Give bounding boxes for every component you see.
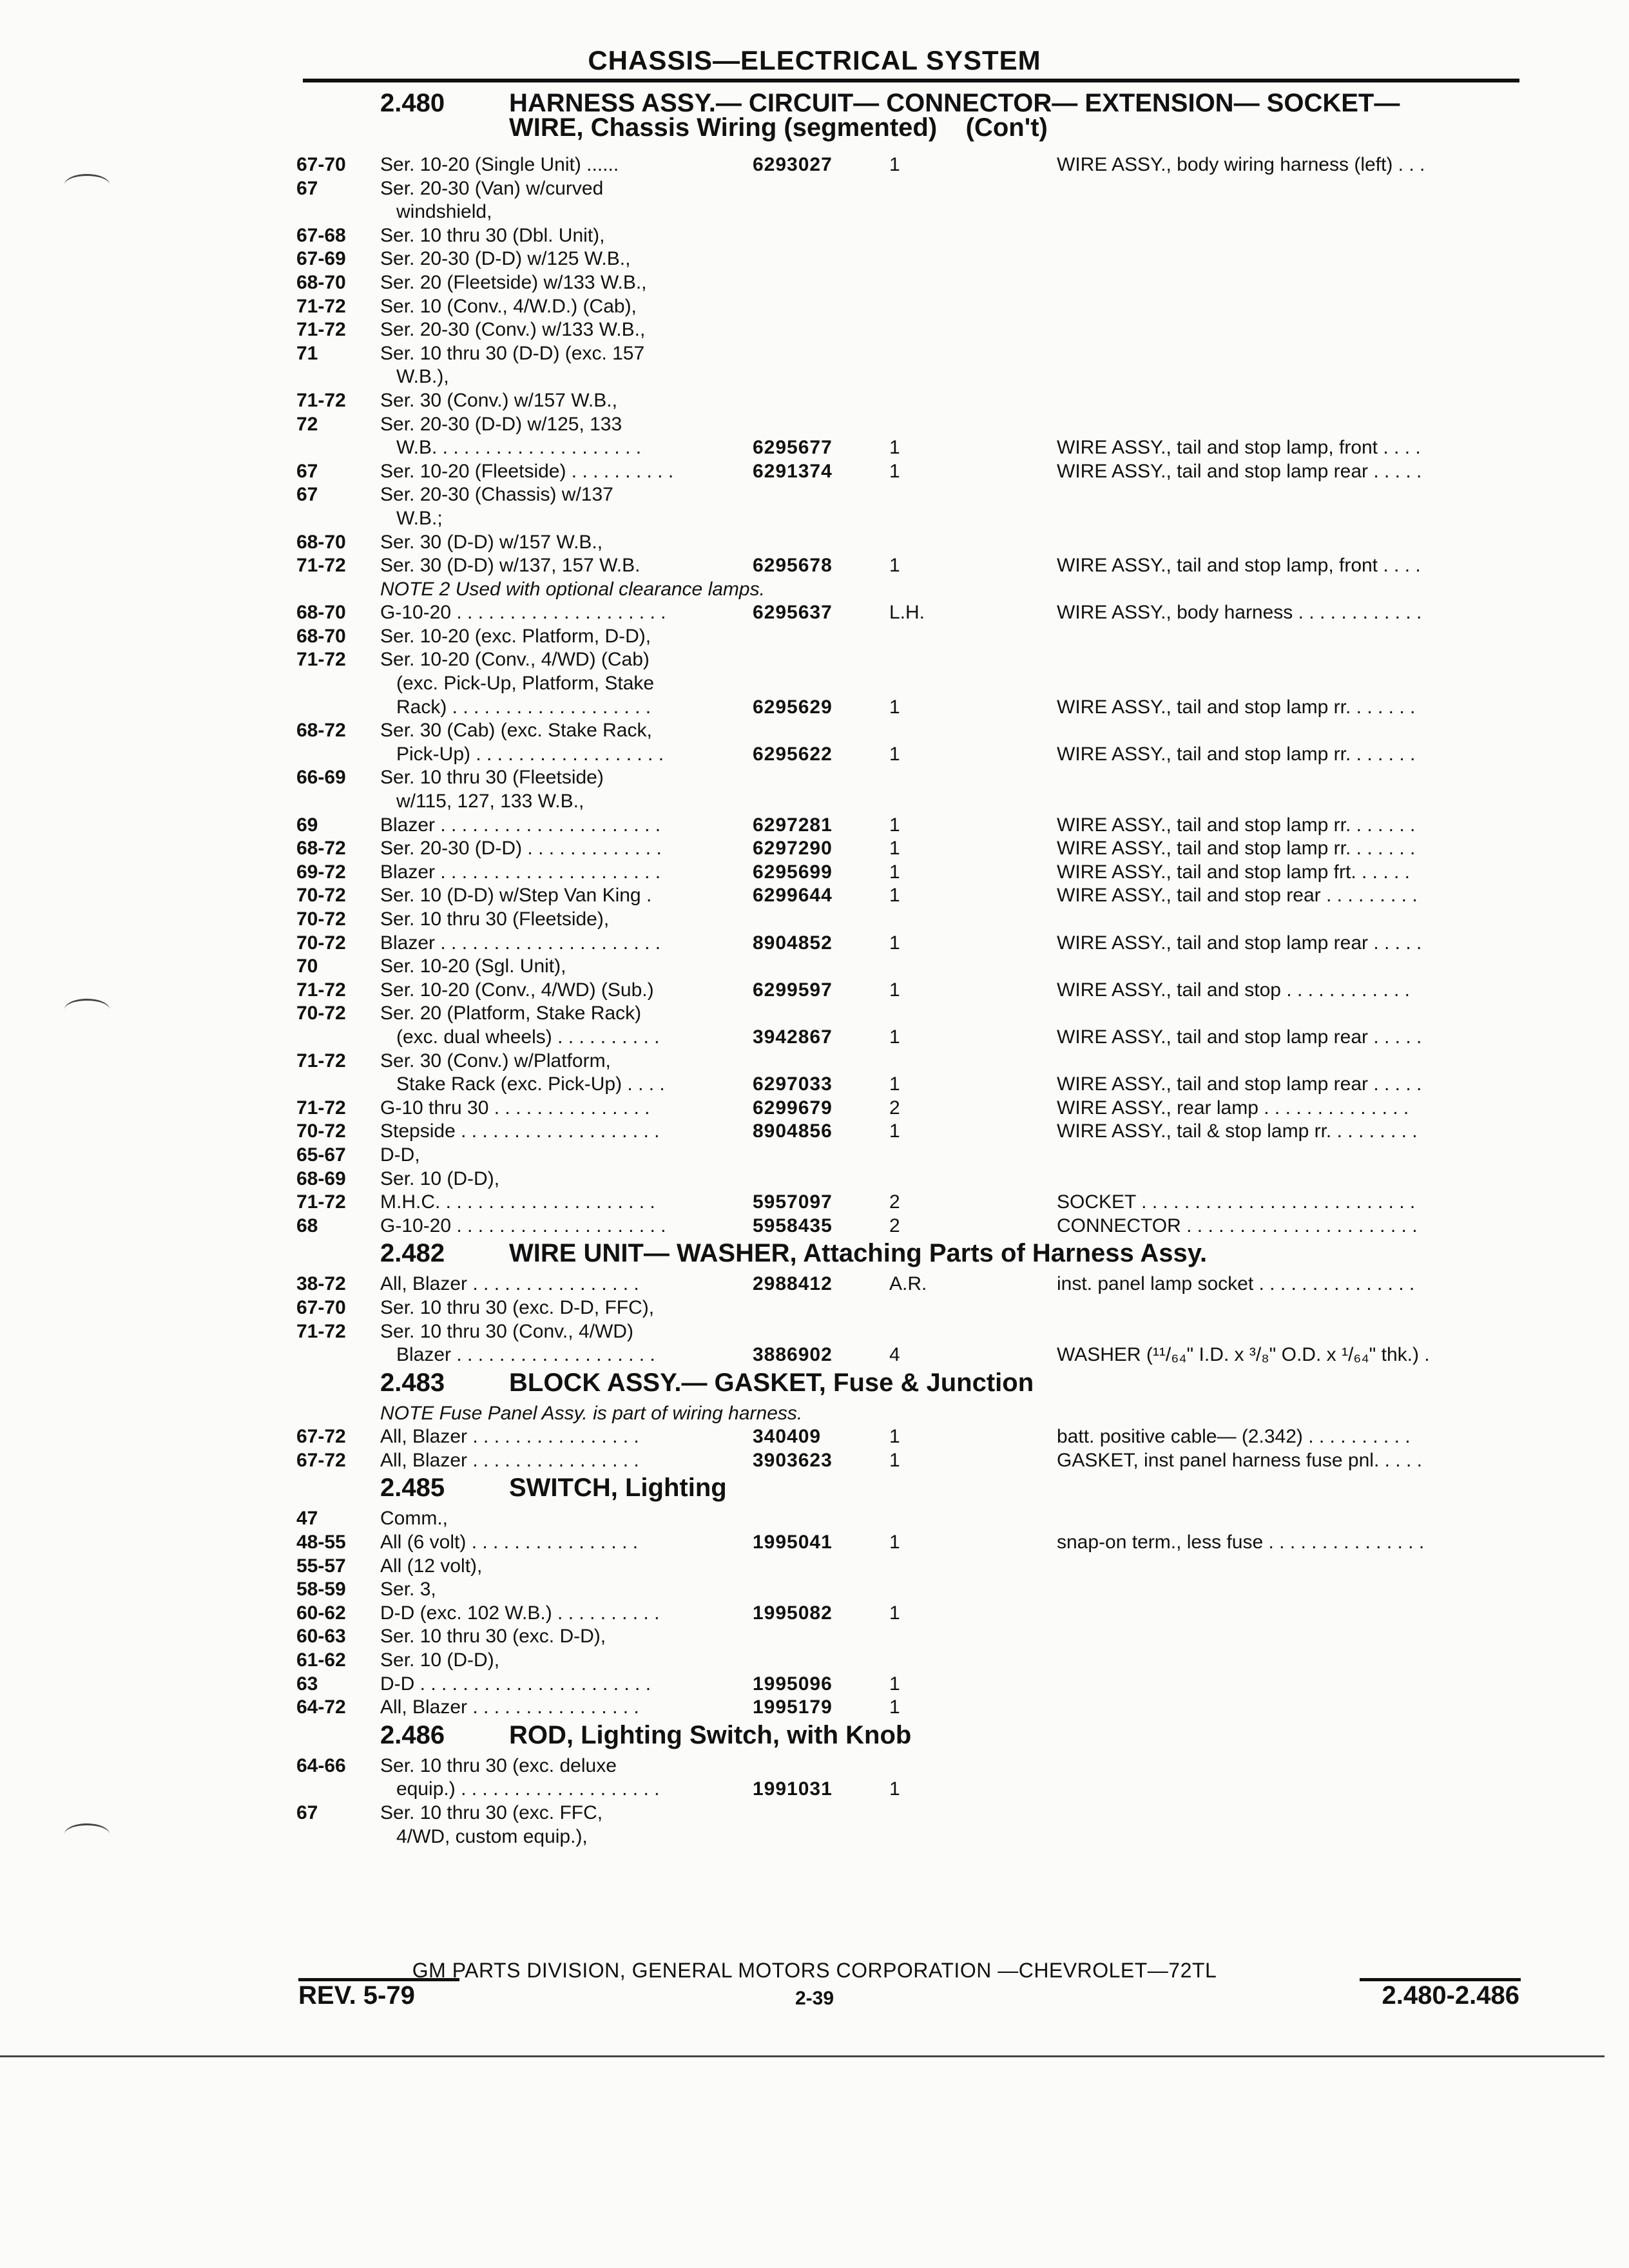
table-row: [296, 979, 1521, 1003]
model-years: 67: [296, 484, 318, 506]
section-rows: [296, 1507, 1521, 1719]
application: Ser. 30 (Cab) (exc. Stake Rack,: [380, 720, 652, 742]
part-number: 6295677: [753, 437, 833, 459]
application: D-D (exc. 102 W.B.) . . . . . . . . . .: [380, 1602, 660, 1624]
quantity: 1: [889, 555, 900, 577]
model-years: 67: [296, 177, 318, 199]
table-row: [296, 1555, 1521, 1579]
section-title: WIRE UNIT— WASHER, Attaching Parts of Harness Assy.: [509, 1239, 1208, 1268]
application: 4/WD, custom equip.),: [396, 1825, 588, 1847]
model-years: 64-66: [296, 1754, 346, 1776]
part-name: WIRE ASSY., tail and stop lamp rear . . . . .: [1057, 1073, 1422, 1095]
section-header: [296, 89, 1521, 153]
model-years: 67: [296, 1802, 318, 1823]
table-row: [296, 1602, 1521, 1626]
table-row: [296, 365, 1521, 389]
table-row: [296, 696, 1521, 720]
model-years: 68-72: [296, 838, 346, 860]
application: Stepside . . . . . . . . . . . . . . . . . . .: [380, 1120, 660, 1142]
table-row: [296, 483, 1521, 507]
model-years: 68-70: [296, 602, 346, 624]
quantity: 1: [889, 885, 900, 907]
table-row: [296, 342, 1521, 366]
table-row: [296, 1449, 1521, 1473]
part-number: 6297281: [753, 814, 833, 836]
part-number: 5957097: [753, 1191, 833, 1213]
quantity: 1: [889, 1532, 900, 1553]
model-years: 67-70: [296, 1296, 346, 1318]
section-number: 2.480: [380, 89, 445, 117]
part-name: WIRE ASSY., tail and stop lamp rr. . . . . . .: [1057, 743, 1416, 765]
table-row: [296, 955, 1521, 979]
model-years: 71-72: [296, 295, 346, 317]
margin-mark: [64, 1823, 110, 1845]
application: NOTE 2 Used with optional clearance lamps.: [380, 578, 765, 600]
margin-mark: [64, 174, 110, 195]
table-row: [296, 1144, 1521, 1168]
table-row: [296, 1320, 1521, 1344]
section-header: [296, 1239, 1521, 1273]
table-row: [296, 224, 1521, 248]
application: W.B.;: [396, 507, 443, 529]
part-number: 6297290: [753, 838, 833, 860]
table-row: [296, 1120, 1521, 1144]
table-row: [296, 1097, 1521, 1120]
part-number: 2988412: [753, 1273, 833, 1295]
application: Ser. 10-20 (exc. Platform, D-D),: [380, 625, 651, 647]
part-number: 1995096: [753, 1673, 833, 1695]
table-row: [296, 271, 1521, 295]
application: windshield,: [396, 201, 492, 223]
part-name: WIRE ASSY., tail and stop lamp rr. . . . . . .: [1057, 696, 1416, 718]
quantity: 4: [889, 1344, 900, 1366]
quantity: 2: [889, 1097, 900, 1119]
model-years: 70-72: [296, 885, 346, 907]
model-years: 71-72: [296, 389, 346, 411]
part-name: WIRE ASSY., tail and stop lamp rear . . . . .: [1057, 460, 1422, 482]
table-row: [296, 1507, 1521, 1531]
table-row: [296, 1696, 1521, 1720]
table-row: [296, 436, 1521, 460]
section-header: [296, 1721, 1521, 1754]
model-years: 67-70: [296, 154, 346, 175]
part-name: WIRE ASSY., body harness . . . . . . . . . . . .: [1057, 602, 1422, 624]
table-row: [296, 884, 1521, 908]
quantity: 1: [889, 1426, 900, 1448]
table-row: [296, 318, 1521, 342]
part-number: 6295629: [753, 696, 833, 718]
application: D-D . . . . . . . . . . . . . . . . . . . . . .: [380, 1673, 651, 1695]
section-number: 2.486: [380, 1720, 445, 1749]
part-name: snap-on term., less fuse . . . . . . . . . . . . . . .: [1057, 1532, 1425, 1553]
part-number: 8904852: [753, 932, 833, 954]
table-row: [296, 389, 1521, 413]
quantity: A.R.: [889, 1273, 927, 1295]
model-years: 61-62: [296, 1649, 346, 1671]
model-years: 71-72: [296, 1320, 346, 1342]
part-name: WIRE ASSY., body wiring harness (left) . . .: [1057, 154, 1425, 175]
application: W.B.),: [396, 366, 449, 388]
footer-revision: REV. 5-79: [298, 1981, 415, 2010]
table-row: [296, 507, 1521, 531]
model-years: 72: [296, 413, 318, 435]
application: Ser. 20-30 (Chassis) w/137: [380, 484, 613, 506]
section-subtitle: WIRE, Chassis Wiring (segmented) (Con't): [509, 113, 1048, 142]
table-row: [296, 1531, 1521, 1555]
quantity: 1: [889, 1120, 900, 1142]
application: (exc. Pick-Up, Platform, Stake: [396, 673, 655, 695]
part-number: 6297033: [753, 1073, 833, 1095]
model-years: 38-72: [296, 1273, 346, 1295]
part-name: WIRE ASSY., tail and stop lamp rear . . . . .: [1057, 1026, 1422, 1048]
application: All, Blazer . . . . . . . . . . . . . . . .: [380, 1449, 639, 1471]
model-years: 70-72: [296, 908, 346, 930]
application: Ser. 10-20 (Single Unit) ......: [380, 154, 619, 175]
model-years: 71-72: [296, 555, 346, 577]
part-name: inst. panel lamp socket . . . . . . . . . . . . . . .: [1057, 1273, 1415, 1295]
table-row: [296, 908, 1521, 932]
table-row: [296, 1778, 1521, 1802]
quantity: 1: [889, 861, 900, 883]
application: Ser. 10-20 (Conv., 4/WD) (Cab): [380, 649, 650, 671]
quantity: 1: [889, 1696, 900, 1718]
table-row: [296, 1425, 1521, 1449]
part-number: 6299597: [753, 979, 833, 1001]
section-header: [296, 1474, 1521, 1507]
section-number: 2.485: [380, 1474, 445, 1503]
margin-mark: [64, 999, 110, 1020]
model-years: 67-72: [296, 1449, 346, 1471]
application: Ser. 30 (D-D) w/137, 157 W.B.: [380, 555, 641, 577]
section-title: HARNESS ASSY.— CIRCUIT— CONNECTOR— EXTENSION— SOCKET—: [509, 89, 1400, 117]
table-row: [296, 601, 1521, 625]
application: All (12 volt),: [380, 1555, 483, 1577]
quantity: 1: [889, 932, 900, 954]
application: Ser. 30 (D-D) w/157 W.B.,: [380, 531, 603, 553]
section-rows: [296, 1402, 1521, 1473]
quantity: 1: [889, 1778, 900, 1800]
application: Ser. 10-20 (Fleetside) . . . . . . . . . .: [380, 460, 674, 482]
application: G-10-20 . . . . . . . . . . . . . . . . . . . .: [380, 1215, 666, 1236]
table-row: [296, 1002, 1521, 1026]
quantity: 1: [889, 1073, 900, 1095]
table-row: [296, 1191, 1521, 1215]
model-years: 67-69: [296, 248, 346, 270]
part-number: 6291374: [753, 460, 833, 482]
model-years: 71-72: [296, 649, 346, 671]
section-rows: [296, 1754, 1521, 1849]
table-row: [296, 1673, 1521, 1696]
application: Ser. 20-30 (Van) w/curved: [380, 177, 604, 199]
model-years: 68-70: [296, 625, 346, 647]
part-name: SOCKET . . . . . . . . . . . . . . . . . . . . . . . . . .: [1057, 1191, 1416, 1213]
model-years: 70: [296, 956, 318, 977]
application: Ser. 10 thru 30 (Conv., 4/WD): [380, 1320, 633, 1342]
table-row: [296, 719, 1521, 743]
part-number: 3886902: [753, 1344, 833, 1366]
application: Blazer . . . . . . . . . . . . . . . . . . .: [396, 1344, 655, 1366]
application: All, Blazer . . . . . . . . . . . . . . . .: [380, 1696, 639, 1718]
model-years: 67-72: [296, 1426, 346, 1448]
table-row: [296, 1026, 1521, 1050]
table-row: [296, 295, 1521, 319]
part-number: 6299644: [753, 885, 833, 907]
application: Ser. 30 (Conv.) w/Platform,: [380, 1050, 611, 1072]
part-name: WIRE ASSY., tail and stop lamp rr. . . . . . .: [1057, 814, 1416, 836]
application: Pick-Up) . . . . . . . . . . . . . . . . . .: [396, 743, 664, 765]
table-row: [296, 531, 1521, 555]
footer-page-number: 2-39: [795, 1988, 834, 2009]
table-row: [296, 625, 1521, 649]
application: NOTE Fuse Panel Assy. is part of wiring harness.: [380, 1402, 803, 1424]
application: w/115, 127, 133 W.B.,: [396, 791, 584, 812]
section-title: SWITCH, Lighting: [509, 1474, 727, 1503]
section-rows: [296, 1273, 1521, 1367]
application: Blazer . . . . . . . . . . . . . . . . . . . . .: [380, 861, 661, 883]
model-years: 68-69: [296, 1168, 346, 1189]
model-years: 68-72: [296, 720, 346, 742]
table-row: [296, 554, 1521, 578]
quantity: 1: [889, 437, 900, 459]
part-number: 6295678: [753, 555, 833, 577]
table-row: [296, 247, 1521, 271]
table-row: [296, 837, 1521, 861]
application: Comm.,: [380, 1508, 448, 1530]
quantity: 1: [889, 460, 900, 482]
part-number: 3942867: [753, 1026, 833, 1048]
table-row: [296, 1578, 1521, 1602]
section-title: BLOCK ASSY.— GASKET, Fuse & Junction: [509, 1368, 1034, 1397]
quantity: 1: [889, 1449, 900, 1471]
table-row: [296, 153, 1521, 177]
quantity: 2: [889, 1191, 900, 1213]
model-years: 71-72: [296, 319, 346, 341]
application: Ser. 10 thru 30 (exc. D-D, FFC),: [380, 1296, 655, 1318]
part-number: 6293027: [753, 154, 833, 175]
model-years: 71-72: [296, 979, 346, 1001]
application: Ser. 10 thru 30 (Fleetside),: [380, 908, 610, 930]
model-years: 65-67: [296, 1144, 346, 1166]
footer-corporation: GM PARTS DIVISION, GENERAL MOTORS CORPORATION —CHEVROLET—72TL: [412, 1959, 1217, 1982]
application: Ser. 10 (D-D) w/Step Van King .: [380, 885, 652, 907]
table-row: [296, 672, 1521, 696]
model-years: 70-72: [296, 1003, 346, 1024]
application: All (6 volt) . . . . . . . . . . . . . . . .: [380, 1532, 639, 1553]
note-row: [296, 1402, 1521, 1426]
table-row: [296, 1649, 1521, 1673]
quantity: 1: [889, 838, 900, 860]
table-row: [296, 200, 1521, 224]
application: Ser. 30 (Conv.) w/157 W.B.,: [380, 389, 617, 411]
part-name: WIRE ASSY., tail and stop lamp rr. . . . . . .: [1057, 838, 1416, 860]
model-years: 71-72: [296, 1050, 346, 1072]
model-years: 47: [296, 1508, 318, 1530]
application: Ser. 10 thru 30 (exc. FFC,: [380, 1802, 603, 1823]
application: Ser. 10 thru 30 (D-D) (exc. 157: [380, 342, 645, 364]
header-rule: [303, 79, 1519, 82]
application: Ser. 20 (Platform, Stake Rack): [380, 1003, 642, 1024]
table-row: [296, 1168, 1521, 1191]
quantity: 1: [889, 154, 900, 175]
table-row: [296, 1754, 1521, 1778]
part-name: WIRE ASSY., tail and stop lamp frt. . . . . .: [1057, 861, 1410, 883]
model-years: 71-72: [296, 1191, 346, 1213]
model-years: 60-63: [296, 1626, 346, 1648]
table-row: [296, 1273, 1521, 1296]
part-name: batt. positive cable— (2.342) . . . . . . . . . .: [1057, 1426, 1411, 1448]
part-name: WIRE ASSY., tail and stop rear . . . . . . . . .: [1057, 885, 1418, 907]
model-years: 63: [296, 1673, 318, 1695]
section-number: 2.483: [380, 1368, 445, 1397]
note-row: [296, 578, 1521, 602]
model-years: 71: [296, 342, 318, 364]
part-number: 1991031: [753, 1778, 833, 1800]
part-number: 1995179: [753, 1696, 833, 1718]
table-row: [296, 790, 1521, 814]
quantity: 1: [889, 979, 900, 1001]
model-years: 68: [296, 1215, 318, 1236]
part-number: 6299679: [753, 1097, 833, 1119]
table-row: [296, 932, 1521, 956]
application: M.H.C. . . . . . . . . . . . . . . . . . . . .: [380, 1191, 655, 1213]
model-years: 48-55: [296, 1532, 346, 1553]
quantity: 1: [889, 1602, 900, 1624]
application: Blazer . . . . . . . . . . . . . . . . . . . . .: [380, 932, 661, 954]
part-name: WIRE ASSY., tail & stop lamp rr. . . . . . . . .: [1057, 1120, 1418, 1142]
part-number: 340409: [753, 1426, 822, 1448]
part-name: GASKET, inst panel harness fuse pnl. . . . .: [1057, 1449, 1422, 1471]
part-number: 5958435: [753, 1215, 833, 1236]
table-row: [296, 413, 1521, 437]
model-years: 58-59: [296, 1579, 346, 1600]
table-row: [296, 1296, 1521, 1320]
application: W.B. . . . . . . . . . . . . . . . . . . .: [396, 437, 642, 459]
part-name: WIRE ASSY., rear lamp . . . . . . . . . . . . . .: [1057, 1097, 1409, 1119]
model-years: 69: [296, 814, 318, 836]
table-row: [296, 814, 1521, 838]
model-years: 68-70: [296, 271, 346, 293]
table-row: [296, 1343, 1521, 1367]
table-row: [296, 648, 1521, 672]
table-row: [296, 766, 1521, 790]
application: Ser. 10 thru 30 (Dbl. Unit),: [380, 224, 605, 246]
model-years: 67: [296, 460, 318, 482]
part-name: WASHER (¹¹/₆₄" I.D. x ³/₈" O.D. x ¹/₆₄" thk.) .: [1057, 1344, 1430, 1366]
bottom-rule: [0, 2055, 1605, 2057]
model-years: 60-62: [296, 1602, 346, 1624]
part-name: WIRE ASSY., tail and stop lamp, front . . . .: [1057, 555, 1421, 577]
application: D-D,: [380, 1144, 420, 1166]
application: Ser. 3,: [380, 1579, 436, 1600]
section-title: ROD, Lighting Switch, with Knob: [509, 1720, 912, 1749]
section-number: 2.482: [380, 1239, 445, 1268]
model-years: 67-68: [296, 224, 346, 246]
application: Ser. 10 (Conv., 4/W.D.) (Cab),: [380, 295, 637, 317]
page-title: CHASSIS—ELECTRICAL SYSTEM: [588, 45, 1041, 75]
quantity: 1: [889, 1673, 900, 1695]
model-years: 66-69: [296, 767, 346, 789]
footer-section-range: 2.480-2.486: [1382, 1981, 1519, 2010]
part-number: 1995041: [753, 1532, 833, 1553]
application: G-10-20 . . . . . . . . . . . . . . . . . . . .: [380, 602, 666, 624]
model-years: 69-72: [296, 861, 346, 883]
parts-listing: [296, 89, 1521, 1849]
application: Ser. 10-20 (Sgl. Unit),: [380, 956, 566, 977]
table-row: [296, 1625, 1521, 1649]
application: Ser. 20 (Fleetside) w/133 W.B.,: [380, 271, 647, 293]
model-years: 70-72: [296, 932, 346, 954]
model-years: 71-72: [296, 1097, 346, 1119]
application: Stake Rack (exc. Pick-Up) . . . .: [396, 1073, 665, 1095]
application: equip.) . . . . . . . . . . . . . . . . . . .: [396, 1778, 660, 1800]
section-header: [296, 1369, 1521, 1402]
application: Ser. 20-30 (D-D) . . . . . . . . . . . . .: [380, 838, 662, 860]
application: Ser. 20-30 (D-D) w/125 W.B.,: [380, 248, 631, 270]
table-row: [296, 460, 1521, 484]
application: Ser. 10 thru 30 (Fleetside): [380, 767, 604, 789]
quantity: 2: [889, 1215, 900, 1236]
application: Ser. 10 thru 30 (exc. D-D),: [380, 1626, 606, 1648]
application: All, Blazer . . . . . . . . . . . . . . . .: [380, 1273, 639, 1295]
application: Blazer . . . . . . . . . . . . . . . . . . . . .: [380, 814, 661, 836]
section-rows: [296, 153, 1521, 1238]
application: Ser. 20-30 (D-D) w/125, 133: [380, 413, 622, 435]
model-years: 55-57: [296, 1555, 346, 1577]
application: Ser. 10 (D-D),: [380, 1649, 500, 1671]
table-row: [296, 1802, 1521, 1825]
part-number: 3903623: [753, 1449, 833, 1471]
part-name: WIRE ASSY., tail and stop . . . . . . . . . . . .: [1057, 979, 1410, 1001]
model-years: 64-72: [296, 1696, 346, 1718]
part-name: CONNECTOR . . . . . . . . . . . . . . . . . . . . . .: [1057, 1215, 1418, 1236]
part-number: 1995082: [753, 1602, 833, 1624]
model-years: 68-70: [296, 531, 346, 553]
application: Rack) . . . . . . . . . . . . . . . . . . .: [396, 696, 651, 718]
quantity: 1: [889, 1026, 900, 1048]
table-row: [296, 177, 1521, 201]
quantity: 1: [889, 743, 900, 765]
table-row: [296, 1050, 1521, 1073]
quantity: 1: [889, 696, 900, 718]
part-name: WIRE ASSY., tail and stop lamp rear . . . . .: [1057, 932, 1422, 954]
application: Ser. 10 thru 30 (exc. deluxe: [380, 1754, 617, 1776]
part-number: 8904856: [753, 1120, 833, 1142]
application: Ser. 10 (D-D),: [380, 1168, 500, 1189]
application: Ser. 10-20 (Conv., 4/WD) (Sub.): [380, 979, 654, 1001]
table-row: [296, 1825, 1521, 1849]
part-number: 6295699: [753, 861, 833, 883]
part-number: 6295637: [753, 602, 833, 624]
application: G-10 thru 30 . . . . . . . . . . . . . . .: [380, 1097, 650, 1119]
application: Ser. 20-30 (Conv.) w/133 W.B.,: [380, 319, 646, 341]
part-number: 6295622: [753, 743, 833, 765]
model-years: 70-72: [296, 1120, 346, 1142]
application: All, Blazer . . . . . . . . . . . . . . . .: [380, 1426, 639, 1448]
application: (exc. dual wheels) . . . . . . . . . .: [396, 1026, 660, 1048]
quantity: 1: [889, 814, 900, 836]
table-row: [296, 1073, 1521, 1097]
table-row: [296, 743, 1521, 767]
part-name: WIRE ASSY., tail and stop lamp, front . . . .: [1057, 437, 1421, 459]
table-row: [296, 861, 1521, 885]
quantity: L.H.: [889, 602, 925, 624]
table-row: [296, 1215, 1521, 1238]
